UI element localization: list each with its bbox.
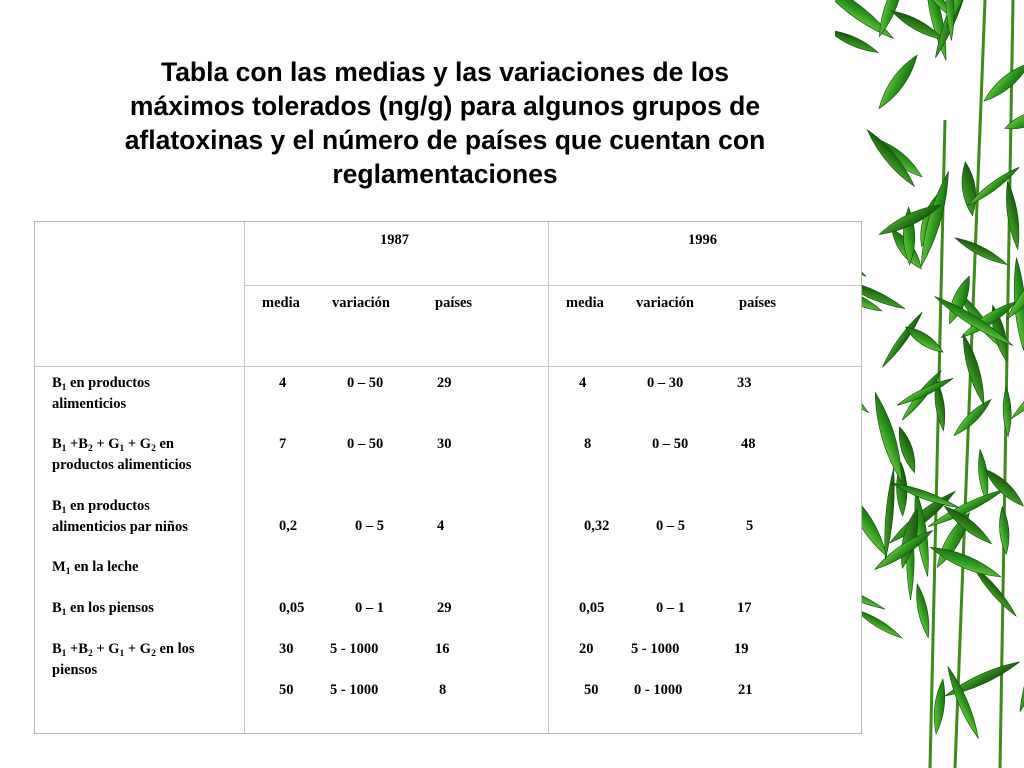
bamboo-leaves-decoration bbox=[835, 0, 1024, 768]
row-label-b1-alimenticios: $B_1$ en productos alimenticios bbox=[52, 375, 150, 412]
value-cell: 4 bbox=[437, 518, 445, 534]
value-cell: 5 bbox=[746, 518, 754, 534]
value-cell: 16 bbox=[435, 641, 450, 657]
year-header-1996: 1996 bbox=[688, 232, 717, 248]
value-cell: 17 bbox=[737, 600, 752, 616]
value-cell: 0 – 50 bbox=[347, 436, 384, 452]
value-cell: 5 - 1000 bbox=[330, 682, 379, 698]
value-cell: 33 bbox=[737, 375, 752, 391]
value-cell: 0 – 50 bbox=[347, 375, 384, 391]
row-label-m1-leche: $M_1$ en la leche bbox=[52, 559, 139, 577]
title-line-2: máximos tolerados (ng/g) para algunos grupos de bbox=[129, 91, 761, 121]
value-cell: 30 bbox=[279, 641, 294, 657]
value-cell: 30 bbox=[437, 436, 452, 452]
value-cell: 0 – 1 bbox=[656, 600, 685, 616]
value-cell: 0 – 5 bbox=[656, 518, 685, 534]
value-cell: 0 – 5 bbox=[355, 518, 384, 534]
value-cell: 50 bbox=[584, 682, 599, 698]
value-cell: 0 - 1000 bbox=[634, 682, 683, 698]
title-line-1: Tabla con las medias y las variaciones de los bbox=[160, 57, 730, 87]
value-cell: 5 - 1000 bbox=[631, 641, 680, 657]
value-cell: 0 – 30 bbox=[647, 375, 684, 391]
subheader-variacion-1996: variación bbox=[636, 295, 694, 311]
value-cell: 0,05 bbox=[579, 600, 605, 616]
row-label-total-piensos: $B_1 +B_2 + G_1 + G_2$ en los piensos bbox=[52, 641, 195, 678]
aflatoxin-table bbox=[34, 221, 862, 734]
title-line-3: aflatoxinas y el número de países que cuentan con bbox=[124, 125, 766, 155]
value-cell: 0 – 50 bbox=[652, 436, 689, 452]
subheader-media-1996: media bbox=[566, 295, 604, 311]
value-cell: 0,32 bbox=[584, 518, 610, 534]
value-cell: 21 bbox=[738, 682, 753, 698]
value-cell: 5 - 1000 bbox=[330, 641, 379, 657]
subheader-variacion-1987: variación bbox=[332, 295, 390, 311]
year-header-1987: 1987 bbox=[380, 232, 409, 248]
value-cell: 0,2 bbox=[279, 518, 298, 534]
row-label-b1-piensos: $B_1$ en los piensos bbox=[52, 600, 154, 618]
subheader-paises-1987: países bbox=[435, 295, 473, 311]
column-divider bbox=[548, 222, 549, 733]
value-cell: 20 bbox=[579, 641, 594, 657]
row-divider bbox=[244, 285, 861, 286]
value-cell: 0 – 1 bbox=[355, 600, 384, 616]
value-cell: 4 bbox=[579, 375, 587, 391]
value-cell: 8 bbox=[584, 436, 592, 452]
subheader-media-1987: media bbox=[262, 295, 300, 311]
value-cell: 4 bbox=[279, 375, 287, 391]
title-line-4: reglamentaciones bbox=[332, 159, 558, 189]
value-cell: 48 bbox=[741, 436, 756, 452]
row-label-total-alimenticios: $B_1 +B_2 + G_1 + G_2$ en productos alimenticios bbox=[52, 436, 192, 473]
subheader-paises-1996: países bbox=[739, 295, 777, 311]
value-cell: 0,05 bbox=[279, 600, 305, 616]
column-divider bbox=[244, 222, 245, 733]
value-cell: 50 bbox=[279, 682, 294, 698]
row-label-b1-ninos: $B_1$ en productos alimenticios par niños bbox=[52, 498, 188, 535]
row-divider bbox=[35, 366, 861, 367]
value-cell: 8 bbox=[439, 682, 447, 698]
value-cell: 29 bbox=[437, 600, 452, 616]
value-cell: 19 bbox=[734, 641, 749, 657]
slide-title bbox=[30, 55, 860, 191]
value-cell: 29 bbox=[437, 375, 452, 391]
value-cell: 7 bbox=[279, 436, 287, 452]
